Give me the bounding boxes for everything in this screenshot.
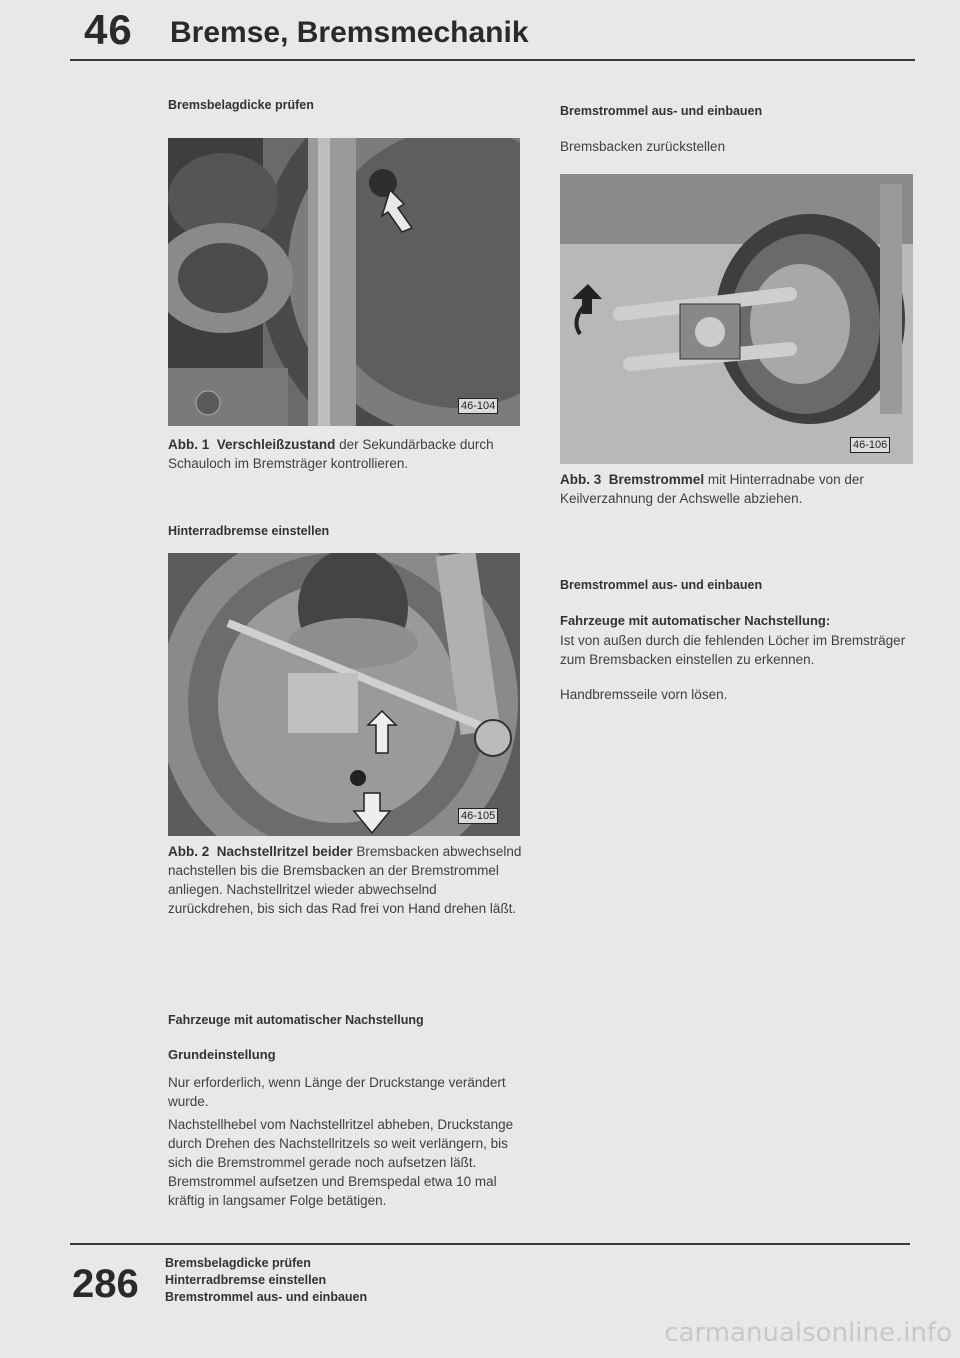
paragraph-grundeinstellung-2: Nachstellhebel vom Nachstellritzel abheben, Druckstange durch Drehen des Nachstellritzels so weit verlängern, bis sich die Bremstrommel gerade noch aufsetzen läßt. Bremstrommel aufsetzen und Bremspedal etwa 10 mal kräftig in langsamer Folge betätigen.	[168, 1117, 514, 1208]
section-heading-hinterradbremse: Hinterradbremse einstellen	[168, 524, 330, 538]
caption-fig2-number: Abb. 2	[168, 844, 210, 859]
footer-rule	[70, 1243, 910, 1245]
section-heading-bremstrommel-2: Bremstrommel aus- und einbauen	[560, 578, 763, 592]
caption-fig3-text: mit Hinterradnabe von der Keilverzahnung der Achswelle abziehen.	[560, 472, 864, 506]
section-heading-automatik: Fahrzeuge mit automatischer Nachstellung	[168, 1013, 424, 1027]
footer-index-item: Bremsbelagdicke prüfen	[165, 1256, 311, 1270]
sub-heading-automatik: Fahrzeuge mit automatischer Nachstellung:	[560, 613, 831, 628]
caption-fig2-text: Bremsbacken abwechselnd nachstellen bis die Bremsbacken an der Bremstrommel anliegen. Nachstellritzel wieder abwechselnd zurückdrehen, bis sich das Rad frei von Hand drehen läßt.	[168, 844, 522, 916]
caption-fig2-bold: Nachstellritzel beider	[216, 844, 353, 859]
caption-fig3-number: Abb. 3	[560, 472, 602, 487]
caption-fig3	[560, 470, 915, 508]
photo-fig2	[168, 553, 520, 836]
caption-fig1	[168, 435, 523, 473]
figure-label-2: 46-105	[458, 808, 498, 824]
caption-fig3-bold: Bremstrommel	[608, 472, 705, 487]
figure-label-1: 46-104	[458, 398, 498, 414]
page-number: 286	[72, 1262, 139, 1306]
section-heading-bremstrommel: Bremstrommel aus- und einbauen	[560, 104, 763, 118]
caption-fig1-bold: Verschleißzustand	[216, 437, 336, 452]
caption-fig2	[168, 842, 523, 918]
footer-index-item: Bremstrommel aus- und einbauen	[165, 1290, 368, 1304]
footer-index-item: Hinterradbremse einstellen	[165, 1273, 327, 1287]
caption-fig1-text: der Sekundärbacke durch Schauloch im Bremsträger kontrollieren.	[168, 437, 494, 471]
chapter-number: 46	[84, 6, 133, 53]
section-heading-belagdicke: Bremsbelagdicke prüfen	[168, 98, 314, 112]
watermark: carmanualsonline.info	[664, 1318, 952, 1348]
paragraph-grundeinstellung-1: Nur erforderlich, wenn Länge der Druckstange verändert wurde.	[168, 1075, 506, 1109]
chapter-title: Bremse, Bremsmechanik	[170, 16, 529, 49]
paragraph-automatik: Ist von außen durch die fehlenden Löcher im Bremsträger zum Bremsbacken einstellen zu erkennen.	[560, 633, 906, 667]
paragraph-handbremsseile: Handbremsseile vorn lösen.	[560, 687, 728, 702]
photo-fig3	[560, 174, 913, 464]
intro-bremsbacken: Bremsbacken zurückstellen	[560, 139, 726, 154]
caption-fig1-number: Abb. 1	[168, 437, 210, 452]
sub-heading-grundeinstellung: Grundeinstellung	[168, 1047, 276, 1062]
photo-fig1	[168, 138, 520, 426]
header-rule	[70, 59, 915, 61]
figure-label-3: 46-106	[850, 437, 890, 453]
